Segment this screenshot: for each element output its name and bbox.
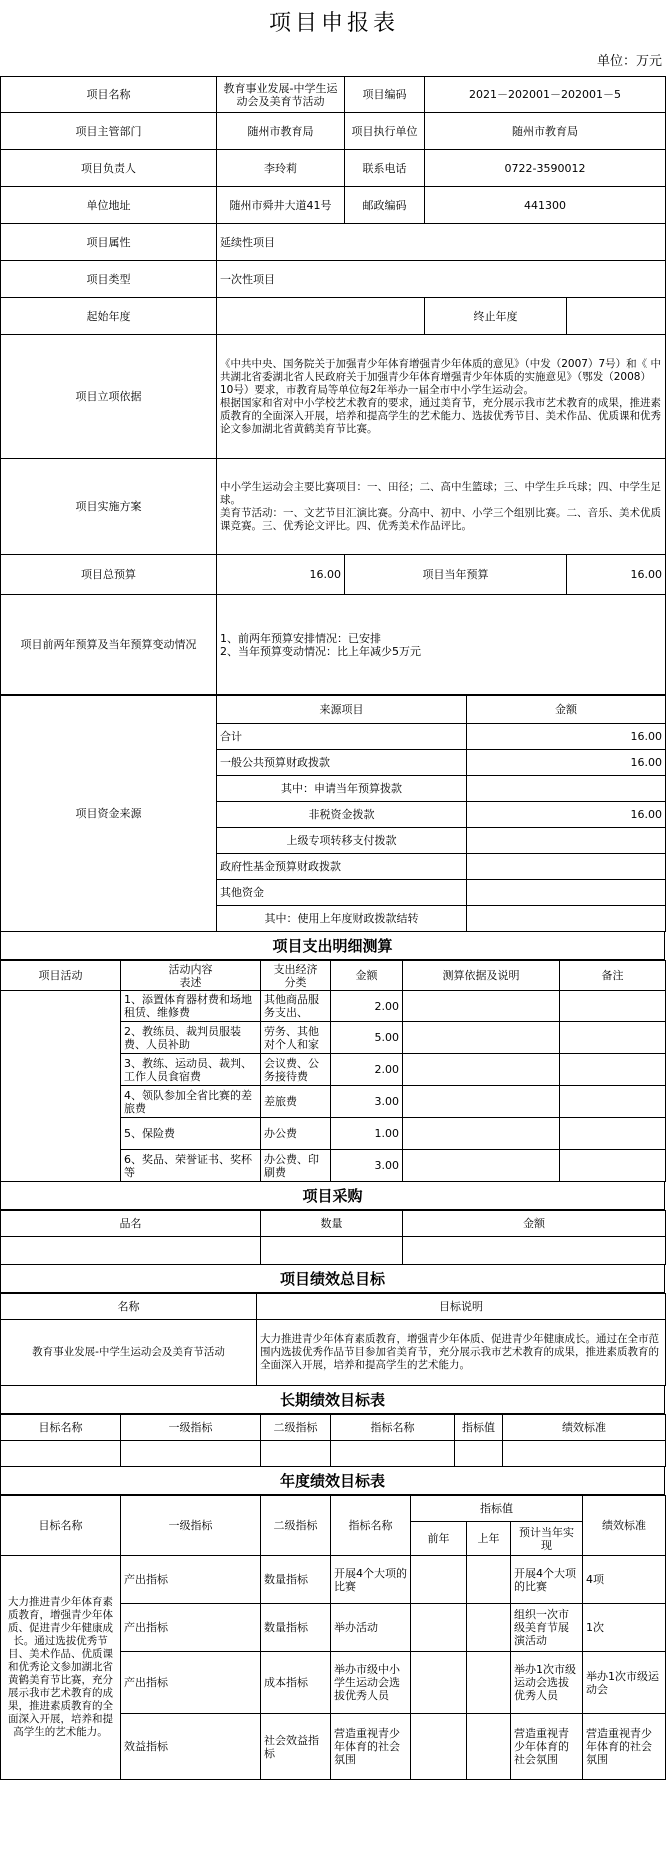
annual-prev (411, 1714, 467, 1780)
annual-head-standard: 绩效标准 (583, 1496, 666, 1556)
attr-value: 延续性项目 (217, 224, 666, 261)
plan-value: 中小学生运动会主要比赛项目：一、田径；二、高中生篮球；三、中学生乒乓球；四、中学生足球。 美育节活动：一、文艺节目汇演比赛。分高中、初中、小学三个组别比赛。二、音乐、美术优质课竞赛。三、优秀论文评比。四、优秀美术作品评比。 (217, 459, 666, 555)
longterm-head: 目标名称 (1, 1415, 121, 1441)
expense-content: 2、教练员、裁判员服装费、人员补助 (121, 1022, 261, 1054)
expense-head-amount: 金额 (331, 961, 403, 991)
address-value: 随州市舜井大道41号 (217, 187, 345, 224)
annual-last (467, 1714, 511, 1780)
annual-expected: 营造重视青少年体育的社会氛围 (511, 1714, 583, 1780)
overall-name: 教育事业发展-中学生运动会及美育节活动 (1, 1320, 257, 1386)
longterm-cell (503, 1441, 666, 1467)
annual-table (0, 1495, 666, 1780)
longterm-cell (121, 1441, 261, 1467)
funding-row-name: 其中：使用上年度财政拨款结转 (217, 906, 467, 932)
annual-level2: 成本指标 (261, 1652, 331, 1714)
expense-basis (403, 1086, 560, 1118)
budget-change-value: 1、前两年预算安排情况：已安排 2、当年预算变动情况：比上年减少5万元 (217, 595, 666, 695)
basis-value: 《中共中央、国务院关于加强青少年体育增强青少年体质的意见》（中发（2007）7号）和《 中共湖北省委湖北省人民政府关于加强青少年体育增强青少年体质的实施意见》（鄂发（2008）10号）要求，市教育局等单位每2年举办一届全市中小学生运动会。 根据国家和省对中小学校艺术教育的要求，通过美育节，充分展示我市艺术教育的成果，推进素质教育的全面深入开展，培养和提高学生的艺术能力、选拔优秀节目、美术作品、优质课和优秀论文参加湖北省黄鹤美育节比赛。 (217, 335, 666, 459)
annual-level2: 数量指标 (261, 1604, 331, 1652)
longterm-cell (331, 1441, 455, 1467)
annual-head-indicator: 指标名称 (331, 1496, 411, 1556)
overall-desc: 大力推进青少年体育素质教育，增强青少年体质、促进青少年健康成长。通过在全市范围内选拔优秀作品节目参加省美育节，充分展示我市艺术教育的成果，推进素质教育的全面深入开展，培养和提高学生的艺术能力。 (257, 1320, 666, 1386)
expense-activity-cell (1, 991, 121, 1182)
longterm-cell (1, 1441, 121, 1467)
longterm-head: 指标值 (455, 1415, 503, 1441)
address-label: 单位地址 (1, 187, 217, 224)
annual-head-target: 目标名称 (1, 1496, 121, 1556)
expense-remark (560, 1150, 666, 1182)
basic-info-table (0, 76, 666, 695)
annual-standard: 1次 (583, 1604, 666, 1652)
annual-expected: 开展4个大项的比赛 (511, 1556, 583, 1604)
expense-content: 1、添置体育器材费和场地租赁、维修费 (121, 991, 261, 1022)
exec-unit-label: 项目执行单位 (345, 113, 425, 150)
expense-amount: 2.00 (331, 991, 403, 1022)
funding-row-amount (467, 828, 666, 854)
funding-row-name: 其他资金 (217, 880, 467, 906)
funding-row-amount (467, 776, 666, 802)
expense-basis (403, 991, 560, 1022)
longterm-head: 二级指标 (261, 1415, 331, 1441)
start-year-label: 起始年度 (1, 298, 217, 335)
expense-head-remark: 备注 (560, 961, 666, 991)
expense-category: 差旅费 (261, 1086, 331, 1118)
annual-standard: 营造重视青少年体育的社会氛围 (583, 1714, 666, 1780)
annual-expected: 举办1次市级运动会选拔优秀人员 (511, 1652, 583, 1714)
annual-head-value: 指标值 (411, 1496, 583, 1522)
expense-basis (403, 1054, 560, 1086)
annual-prev (411, 1556, 467, 1604)
annual-level2: 数量指标 (261, 1556, 331, 1604)
expense-content: 6、奖品、荣誉证书、奖杯等 (121, 1150, 261, 1182)
unit-label: 单位：万元 (596, 54, 662, 69)
longterm-table (0, 1414, 666, 1467)
longterm-head: 绩效标准 (503, 1415, 666, 1441)
annual-last (467, 1604, 511, 1652)
funding-head-source: 来源项目 (217, 696, 467, 724)
longterm-cell (261, 1441, 331, 1467)
annual-indicator: 开展4个大项的比赛 (331, 1556, 411, 1604)
longterm-cell (455, 1441, 503, 1467)
expense-remark (560, 1054, 666, 1086)
annual-level1: 产出指标 (121, 1652, 261, 1714)
expense-remark (560, 1022, 666, 1054)
basis-label: 项目立项依据 (1, 335, 217, 459)
funding-row-amount (467, 906, 666, 932)
expense-head-activity: 项目活动 (1, 961, 121, 991)
funding-row-name: 一般公共预算财政拨款 (217, 750, 467, 776)
funding-row-amount: 16.00 (467, 724, 666, 750)
postcode-label: 邮政编码 (345, 187, 425, 224)
overall-head-name: 名称 (1, 1294, 257, 1320)
expense-remark (560, 1118, 666, 1150)
procurement-table (0, 1210, 666, 1265)
total-budget-label: 项目总预算 (1, 555, 217, 595)
expense-category: 劳务、其他对个人和家 (261, 1022, 331, 1054)
funding-row-amount: 16.00 (467, 802, 666, 828)
dept-label: 项目主管部门 (1, 113, 217, 150)
expense-amount: 2.00 (331, 1054, 403, 1086)
funding-label: 项目资金来源 (1, 696, 217, 932)
longterm-section-title: 长期绩效目标表 (0, 1386, 665, 1414)
funding-row-amount: 16.00 (467, 750, 666, 776)
budget-change-label: 项目前两年预算及当年预算变动情况 (1, 595, 217, 695)
expense-amount: 3.00 (331, 1086, 403, 1118)
annual-head-last: 上年 (467, 1522, 511, 1556)
annual-head-level1: 一级指标 (121, 1496, 261, 1556)
postcode-value: 441300 (425, 187, 666, 224)
expense-head-content: 活动内容 表述 (121, 961, 261, 991)
funding-row-amount (467, 854, 666, 880)
expense-head-basis: 测算依据及说明 (403, 961, 560, 991)
dept-value: 随州市教育局 (217, 113, 345, 150)
funding-row-name: 合计 (217, 724, 467, 750)
end-year-label: 终止年度 (425, 298, 567, 335)
annual-head-level2: 二级指标 (261, 1496, 331, 1556)
annual-indicator: 举办市级中小学生运动会选拔优秀人员 (331, 1652, 411, 1714)
funding-row-name: 非税资金拨款 (217, 802, 467, 828)
annual-last (467, 1652, 511, 1714)
type-value: 一次性项目 (217, 261, 666, 298)
current-budget-label: 项目当年预算 (345, 555, 567, 595)
page-title: 项目申报表 (268, 11, 399, 36)
funding-head-amount: 金额 (467, 696, 666, 724)
funding-row-name: 政府性基金预算财政拨款 (217, 854, 467, 880)
attr-label: 项目属性 (1, 224, 217, 261)
annual-standard: 举办1次市级运动会 (583, 1652, 666, 1714)
owner-value: 李玲莉 (217, 150, 345, 187)
procurement-head-item: 品名 (1, 1211, 261, 1237)
annual-indicator: 营造重视青少年体育的社会氛围 (331, 1714, 411, 1780)
project-code-label: 项目编码 (345, 77, 425, 113)
expense-section-title: 项目支出明细测算 (0, 932, 665, 960)
annual-standard: 4项 (583, 1556, 666, 1604)
phone-value: 0722-3590012 (425, 150, 666, 187)
procurement-head-qty: 数量 (261, 1211, 403, 1237)
expense-basis (403, 1022, 560, 1054)
annual-prev (411, 1652, 467, 1714)
expense-remark (560, 991, 666, 1022)
expense-category: 办公费 (261, 1118, 331, 1150)
overall-target-table (0, 1293, 666, 1386)
expense-amount: 5.00 (331, 1022, 403, 1054)
owner-label: 项目负责人 (1, 150, 217, 187)
phone-label: 联系电话 (345, 150, 425, 187)
annual-level1: 产出指标 (121, 1556, 261, 1604)
annual-section-title: 年度绩效目标表 (0, 1467, 665, 1495)
procurement-head-amount: 金额 (403, 1211, 666, 1237)
start-year-value (217, 298, 425, 335)
procurement-cell (403, 1237, 666, 1265)
expense-content: 3、教练、运动员、裁判、工作人员食宿费 (121, 1054, 261, 1086)
project-name-label: 项目名称 (1, 77, 217, 113)
funding-row-name: 其中：申请当年预算拨款 (217, 776, 467, 802)
annual-level2: 社会效益指标 (261, 1714, 331, 1780)
expense-category: 办公费、印刷费 (261, 1150, 331, 1182)
longterm-head: 一级指标 (121, 1415, 261, 1441)
annual-expected: 组织一次市级美育节展演活动 (511, 1604, 583, 1652)
annual-target-text: 大力推进青少年体育素质教育，增强青少年体质、促进青少年健康成长。通过选拔优秀节目、美术作品、优质课和优秀论文参加湖北省黄鹤美育节比赛，充分展示我市艺术教育的成果，推进素质教育的全面深入开展，培养和提高学生的艺术能力。 (1, 1556, 121, 1780)
procurement-cell (261, 1237, 403, 1265)
annual-indicator: 举办活动 (331, 1604, 411, 1652)
annual-level1: 产出指标 (121, 1604, 261, 1652)
expense-basis (403, 1118, 560, 1150)
procurement-cell (1, 1237, 261, 1265)
project-name-value: 教育事业发展-中学生运动会及美育节活动 (217, 77, 345, 113)
expense-head-category: 支出经济 分类 (261, 961, 331, 991)
expense-content: 4、领队参加全省比赛的差旅费 (121, 1086, 261, 1118)
current-budget-value: 16.00 (567, 555, 666, 595)
annual-last (467, 1556, 511, 1604)
procurement-section-title: 项目采购 (0, 1182, 665, 1210)
end-year-value (567, 298, 666, 335)
funding-row-amount (467, 880, 666, 906)
expense-content: 5、保险费 (121, 1118, 261, 1150)
plan-label: 项目实施方案 (1, 459, 217, 555)
expense-amount: 3.00 (331, 1150, 403, 1182)
expense-amount: 1.00 (331, 1118, 403, 1150)
total-budget-value: 16.00 (217, 555, 345, 595)
annual-prev (411, 1604, 467, 1652)
expense-category: 其他商品服务支出、 (261, 991, 331, 1022)
funding-row-name: 上级专项转移支付拨款 (217, 828, 467, 854)
project-code-value: 2021－202001－202001－5 (425, 77, 666, 113)
expense-table (0, 960, 666, 1182)
expense-basis (403, 1150, 560, 1182)
overall-target-section-title: 项目绩效总目标 (0, 1265, 665, 1293)
funding-table (0, 695, 666, 932)
annual-level1: 效益指标 (121, 1714, 261, 1780)
type-label: 项目类型 (1, 261, 217, 298)
overall-head-desc: 目标说明 (257, 1294, 666, 1320)
expense-remark (560, 1086, 666, 1118)
expense-category: 会议费、公务接待费 (261, 1054, 331, 1086)
annual-head-expected: 预计当年实现 (511, 1522, 583, 1556)
exec-unit-value: 随州市教育局 (425, 113, 666, 150)
longterm-head: 指标名称 (331, 1415, 455, 1441)
annual-head-prev: 前年 (411, 1522, 467, 1556)
